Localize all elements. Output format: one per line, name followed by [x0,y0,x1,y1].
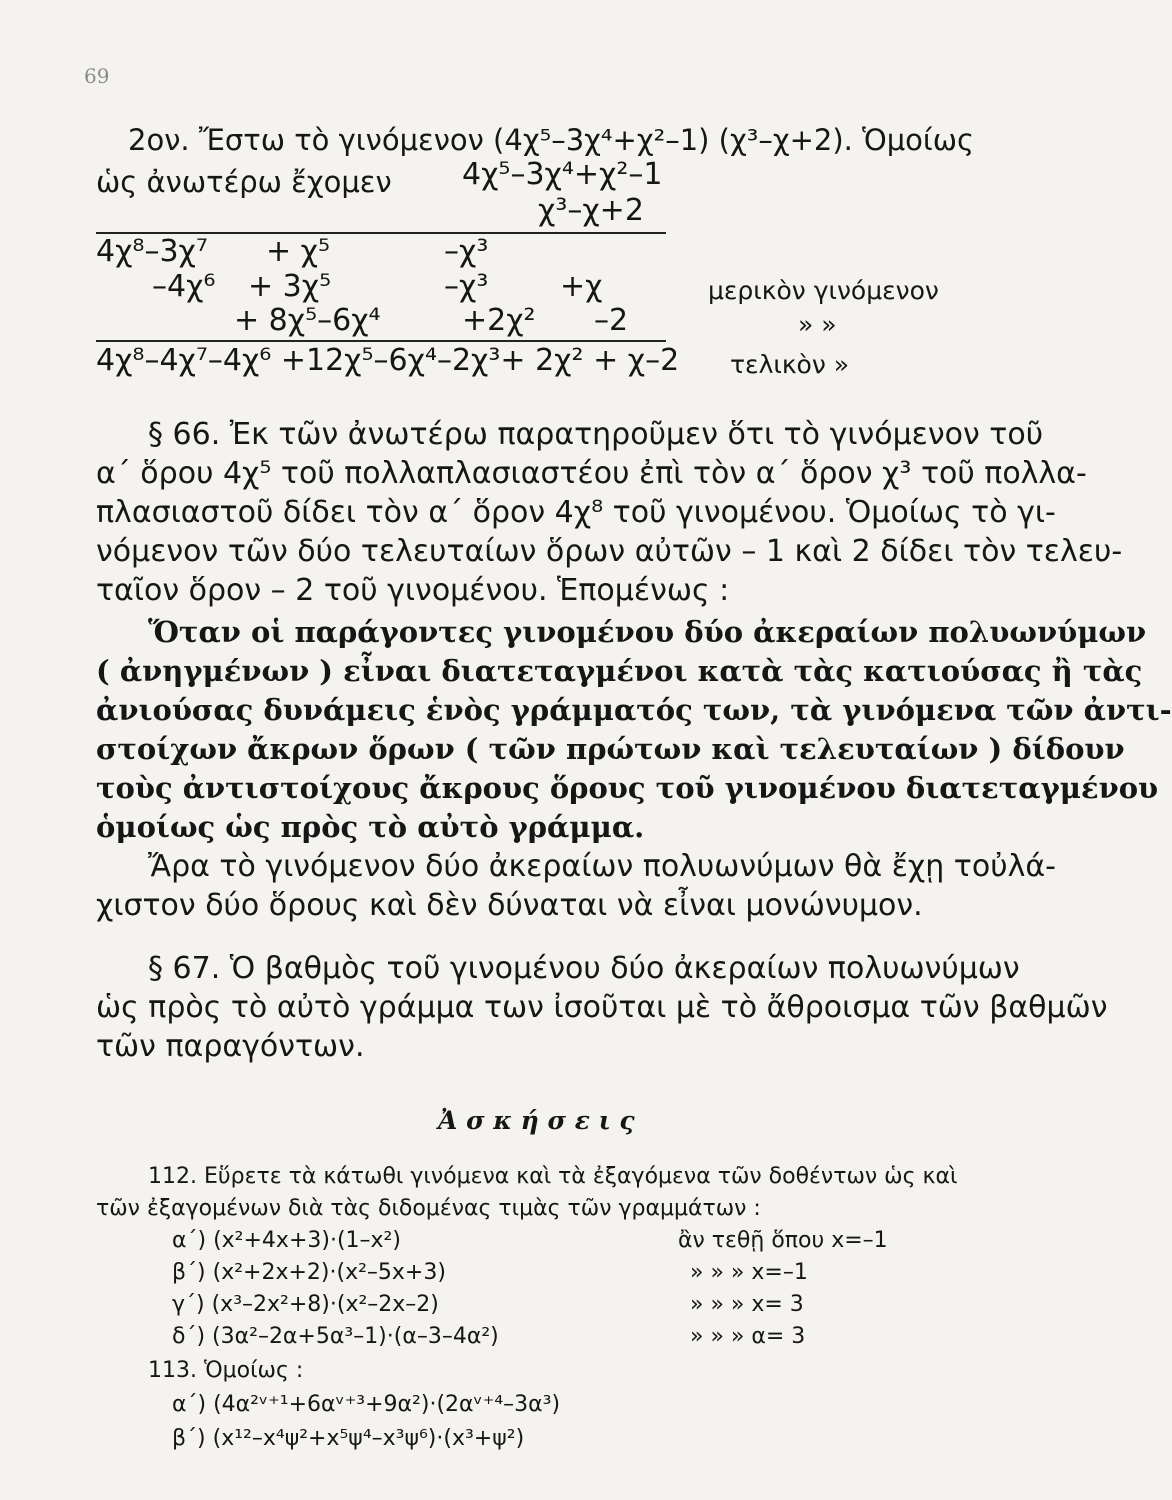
section66-line: α΄ ὅρου 4χ⁵ τοῦ πολλαπλασιαστέου ἐπὶ τὸν α΄ ὅρον χ³ τοῦ πολλα- [96,456,1087,491]
partial2-term: +χ [560,269,603,304]
exercise-113-item: α΄) (4α²ᵛ⁺¹+6αᵛ⁺³+9α²)·(2αᵛ⁺⁴–3α³) [172,1392,561,1417]
partial3-term: + 8χ⁵–6χ⁴ [234,303,381,338]
total-label: τελικὸν » [730,350,850,379]
exercise-112-text: 112. Εὕρετε τὰ κάτωθι γινόμενα καὶ τὰ ἐξαγόμενα τῶν δοθέντων ὡς καὶ [148,1164,958,1189]
partial2-term: + 3χ⁵ [248,269,332,304]
exercise-112-condition: » » » α= 3 [690,1324,806,1349]
section67-line: τῶν παραγόντων. [96,1029,365,1064]
exercise-112-condition: » » » x= 3 [690,1292,804,1317]
example2-label: ὡς ἀνωτέρω ἔχομεν [96,165,392,199]
rule-statement: στοίχων ἄκρων ὅρων ( τῶν πρώτων καὶ τελευταίων ) δίδουν [96,732,1125,766]
partial3-label: » » [798,310,837,339]
page-number: 69 [84,64,110,88]
exercise-112-condition: » » » x=–1 [690,1260,808,1285]
section66-line: § 66. Ἐκ τῶν ἀνωτέρω παρατηροῦμεν ὅτι τὸ γινόμενον τοῦ [148,417,1044,452]
exercise-113-item: β΄) (x¹²–x⁴ψ²+x⁵ψ⁴–x³ψ⁶)·(x³+ψ²) [172,1426,525,1451]
section67-line: § 67. Ὁ βαθμὸς τοῦ γινομένου δύο ἀκεραίων πολυωνύμων [148,951,1020,986]
multiplier: χ³–χ+2 [538,193,644,228]
conclusion-line: χιστον δύο ὅρους καὶ δὲν δύναται νὰ εἶναι μονώνυμον. [96,888,923,923]
exercise-112-item: γ΄) (x³–2x²+8)·(x²–2x–2) [172,1292,439,1317]
exercise-112-item: δ΄) (3α²–2α+5α³–1)·(α–3–4α²) [172,1324,499,1349]
total-product: 4χ⁸–4χ⁷–4χ⁶ +12χ⁵–6χ⁴–2χ³+ 2χ² + χ–2 [96,343,680,378]
multiplicand: 4χ⁵–3χ⁴+χ²–1 [462,157,663,192]
section66-line: νόμενον τῶν δύο τελευταίων ὅρων αὐτῶν – 1 καὶ 2 δίδει τὸν τελευ- [96,534,1123,569]
rule-statement: ὁμοίως ὡς πρὸς τὸ αὐτὸ γράμμα. [96,810,645,844]
conclusion-line: Ἄρα τὸ γινόμενον δύο ἀκεραίων πολυωνύμων θὰ ἔχῃ τοὐλά- [148,849,1056,884]
exercise-112-text: τῶν ἐξαγομένων διὰ τὰς διδομένας τιμὰς τῶν γραμμάτων : [96,1196,761,1221]
partial3-term: +2χ² [462,303,536,338]
partial2-term: –4χ⁶ [152,269,216,304]
rule-2 [96,340,666,342]
partial1-term: + χ⁵ [266,234,331,269]
partial1-term: 4χ⁸–3χ⁷ [96,234,208,269]
exercise-112-item: α΄) (x²+4x+3)·(1–x²) [172,1228,401,1253]
partial3-term: –2 [594,303,629,338]
exercise-112-condition: ἂν τεθῇ ὅπου x=–1 [678,1228,888,1253]
exercise-113-title: 113. Ὁμοίως : [148,1358,304,1383]
rule-statement: ( ἀνηγμένων ) εἶναι διατεταγμένοι κατὰ τὰς κατιούσας ἢ τὰς [96,654,1143,688]
partial2-term: –χ³ [444,269,489,304]
section66-line: ταῖον ὅρον – 2 τοῦ γινομένου. Ἑπομένως : [96,573,730,608]
section67-line: ὡς πρὸς τὸ αὐτὸ γράμμα των ἰσοῦται μὲ τὸ ἄθροισμα τῶν βαθμῶν [96,990,1108,1025]
example2-intro: 2ον. Ἔστω τὸ γινόμενον (4χ⁵–3χ⁴+χ²–1) (χ³–χ+2). Ὁμοίως [128,123,975,157]
rule-statement: Ὅταν οἱ παράγοντες γινομένου δύο ἀκεραίων πολυωνύμων [148,615,1147,649]
exercises-heading: Ἀ σ κ ή σ ε ι ς [438,1106,635,1135]
rule-statement: ἀνιούσας δυνάμεις ἑνὸς γράμματός των, τὰ γινόμενα τῶν ἀντι- [96,693,1172,727]
partial-label: μερικὸν γινόμενον [708,276,939,305]
partial1-term: –χ³ [444,234,489,269]
exercise-112-item: β΄) (x²+2x+2)·(x²–5x+3) [172,1260,446,1285]
section66-line: πλασιαστοῦ δίδει τὸν α΄ ὅρον 4χ⁸ τοῦ γινομένου. Ὁμοίως τὸ γι- [96,495,1056,530]
rule-statement: τοὺς ἀντιστοίχους ἄκρους ὅρους τοῦ γινομένου διατεταγμένου [96,771,1159,805]
